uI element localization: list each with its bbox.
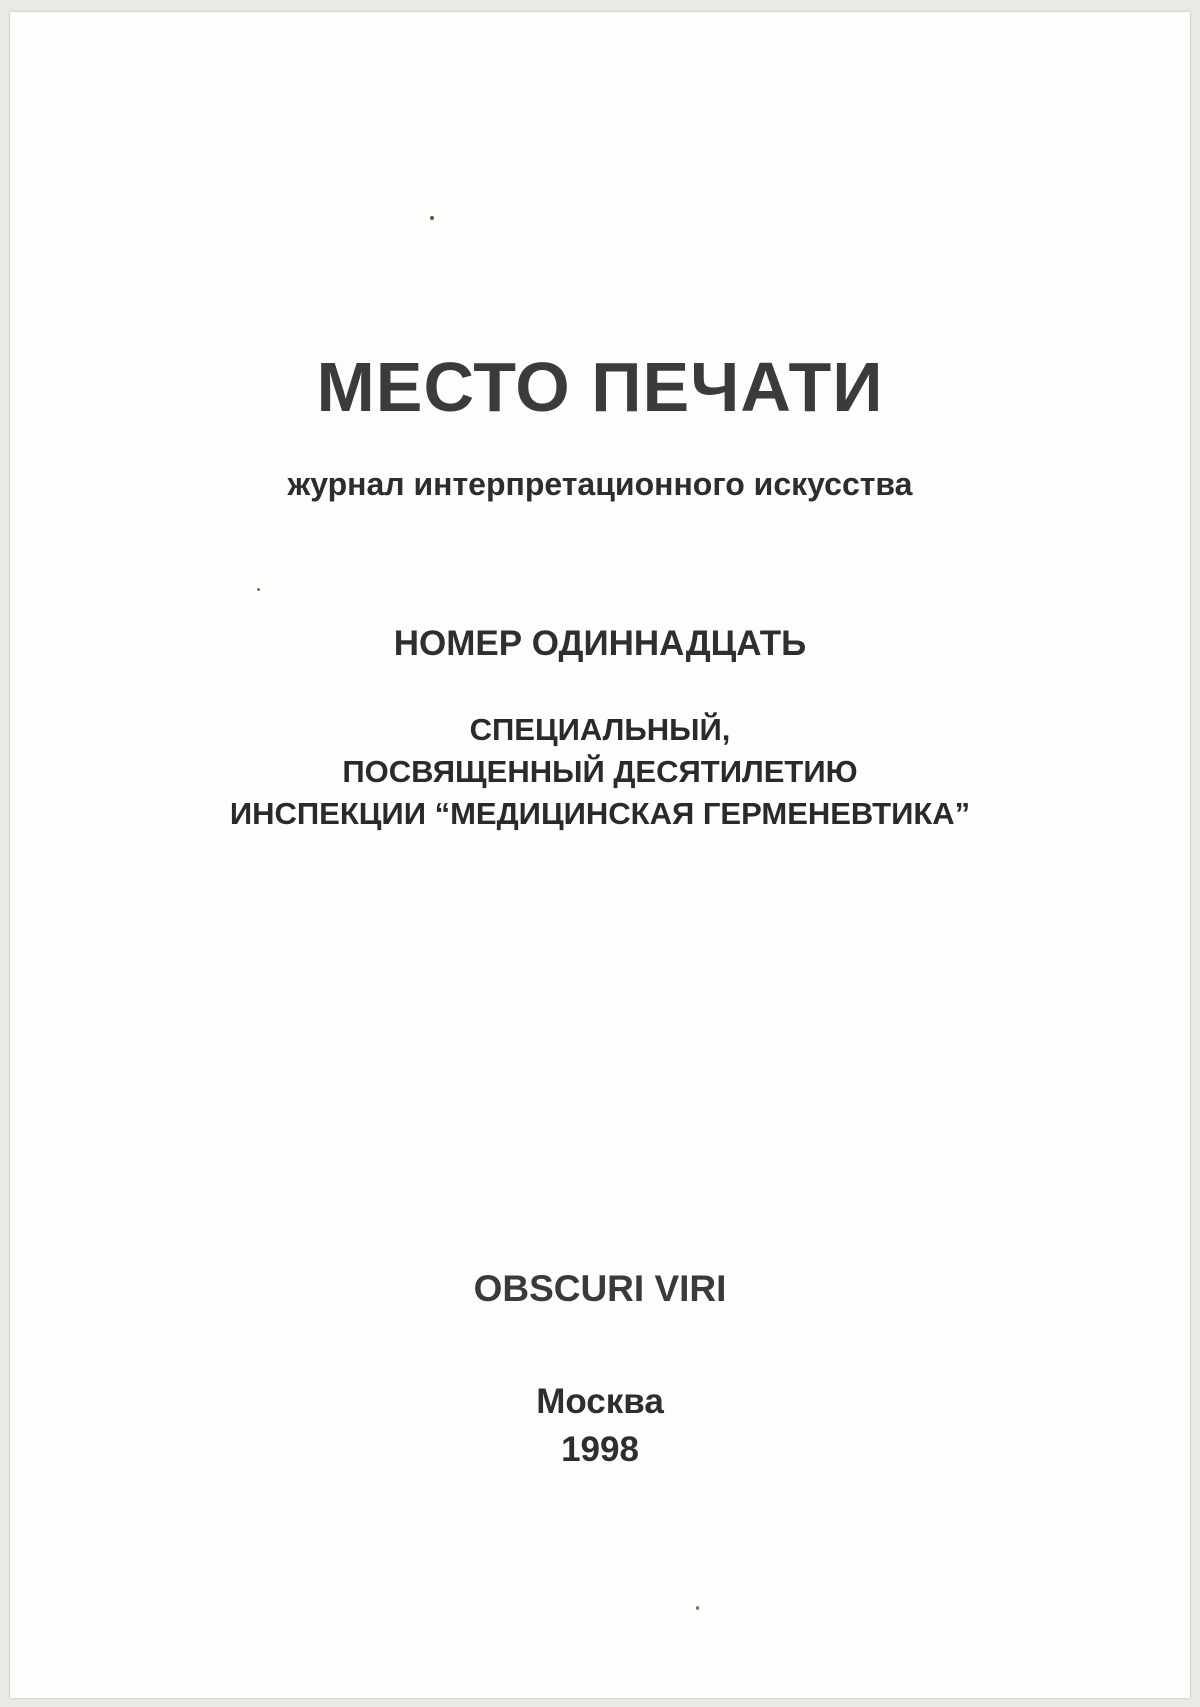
title-page <box>10 12 1190 1698</box>
publisher-name: OBSCURI VIRI <box>473 1268 727 1309</box>
special-line-3: ИНСПЕКЦИИ “МЕДИЦИНСКАЯ ГЕРМЕНЕВТИКА” <box>229 796 971 831</box>
journal-subtitle: журнал интерпретационного искусства <box>287 466 913 502</box>
paper-speck <box>430 216 434 220</box>
paper-speck <box>257 588 260 591</box>
publication-year: 1998 <box>561 1430 639 1469</box>
special-line-2: ПОСВЯЩЕННЫЙ ДЕСЯТИЛЕТИЮ <box>342 754 858 789</box>
issue-number: НОМЕР ОДИННАДЦАТЬ <box>393 624 807 663</box>
paper-speck <box>696 1606 699 1610</box>
special-line-1: СПЕЦИАЛЬНЫЙ, <box>469 712 731 747</box>
journal-title: МЕСТО ПЕЧАТИ <box>316 348 884 426</box>
publication-city: Москва <box>536 1382 664 1421</box>
